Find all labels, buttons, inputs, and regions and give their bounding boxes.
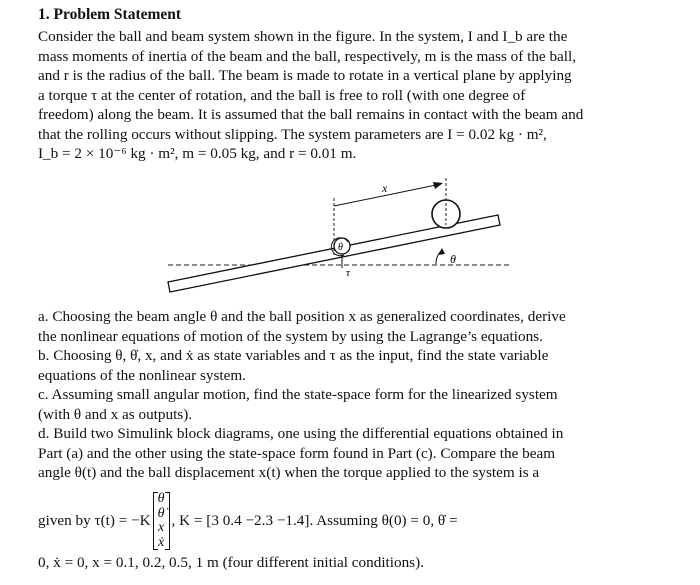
problem-statement — [38, 27, 583, 164]
question-line: angle θ(t) and the ball displacement x(t) when the torque applied to the system is a — [38, 464, 540, 481]
problem-line: mass moments of inertia of the beam and the ball, respectively, m is the mass of the ball, — [38, 47, 577, 65]
theta-angle-label: θ — [450, 252, 456, 266]
control-law-prefix: given by τ(t) = −K — [38, 512, 151, 529]
questions — [38, 307, 566, 483]
question-line: equations of the nonlinear system. — [38, 366, 246, 384]
question-line: Part (a) and the other using the state-space form found in Part (c). Compare the beam — [38, 444, 556, 462]
state-vector — [153, 492, 170, 550]
state-entry: ẋ — [157, 534, 165, 550]
problem-line: Consider the ball and beam system shown in the figure. In the system, I and I_b are the — [38, 28, 568, 45]
question-line: the nonlinear equations of motion of the system by using the Lagrange’s equations. — [38, 327, 543, 345]
state-entry: θ̇ — [157, 505, 165, 521]
control-law-line — [38, 492, 458, 550]
x-label: x — [382, 181, 388, 195]
control-law-suffix: , K = [3 0.4 −2.3 −1.4]. Assuming θ(0) = 0, θ̇ = — [171, 512, 458, 529]
question-line: c. Assuming small angular motion, find the state-space form for the linearized system — [38, 386, 558, 403]
problem-line: that the rolling occurs without slipping. The system parameters are I = 0.02 kg · m², — [38, 125, 547, 143]
problem-line: freedom) along the beam. It is assumed that the ball remains in contact with the beam and — [38, 106, 584, 123]
state-entry: x — [157, 520, 165, 535]
initial-conditions-line: 0, ẋ = 0, x = 0.1, 0.2, 0.5, 1 m (four different initial conditions). — [38, 554, 424, 571]
heading: 1. Problem Statement — [38, 6, 182, 23]
tau-label: τ — [346, 267, 350, 279]
theta-arrow-head — [438, 248, 445, 255]
question-line: (with θ and x as outputs). — [38, 405, 193, 423]
ball-beam-figure — [160, 170, 520, 300]
pivot-theta-label: θ — [338, 242, 343, 253]
state-entry: θ — [157, 491, 165, 506]
question-line: b. Choosing θ, θ̇, x, and ẋ as state variables and τ as the input, find the state variable — [38, 347, 549, 364]
problem-line: a torque τ at the center of rotation, and the ball is free to roll (with one degree of — [38, 86, 526, 104]
question-line: d. Build two Simulink block diagrams, one using the differential equations obtained in — [38, 425, 564, 442]
x-arrow-head — [433, 182, 443, 189]
problem-line: I_b = 2 × 10⁻⁶ kg · m², m = 0.05 kg, and r = 0.01 m. — [38, 145, 357, 162]
problem-line: and r is the radius of the ball. The beam is made to rotate in a vertical plane by applying — [38, 67, 572, 84]
question-line: a. Choosing the beam angle θ and the ball position x as generalized coordinates, derive — [38, 308, 566, 325]
